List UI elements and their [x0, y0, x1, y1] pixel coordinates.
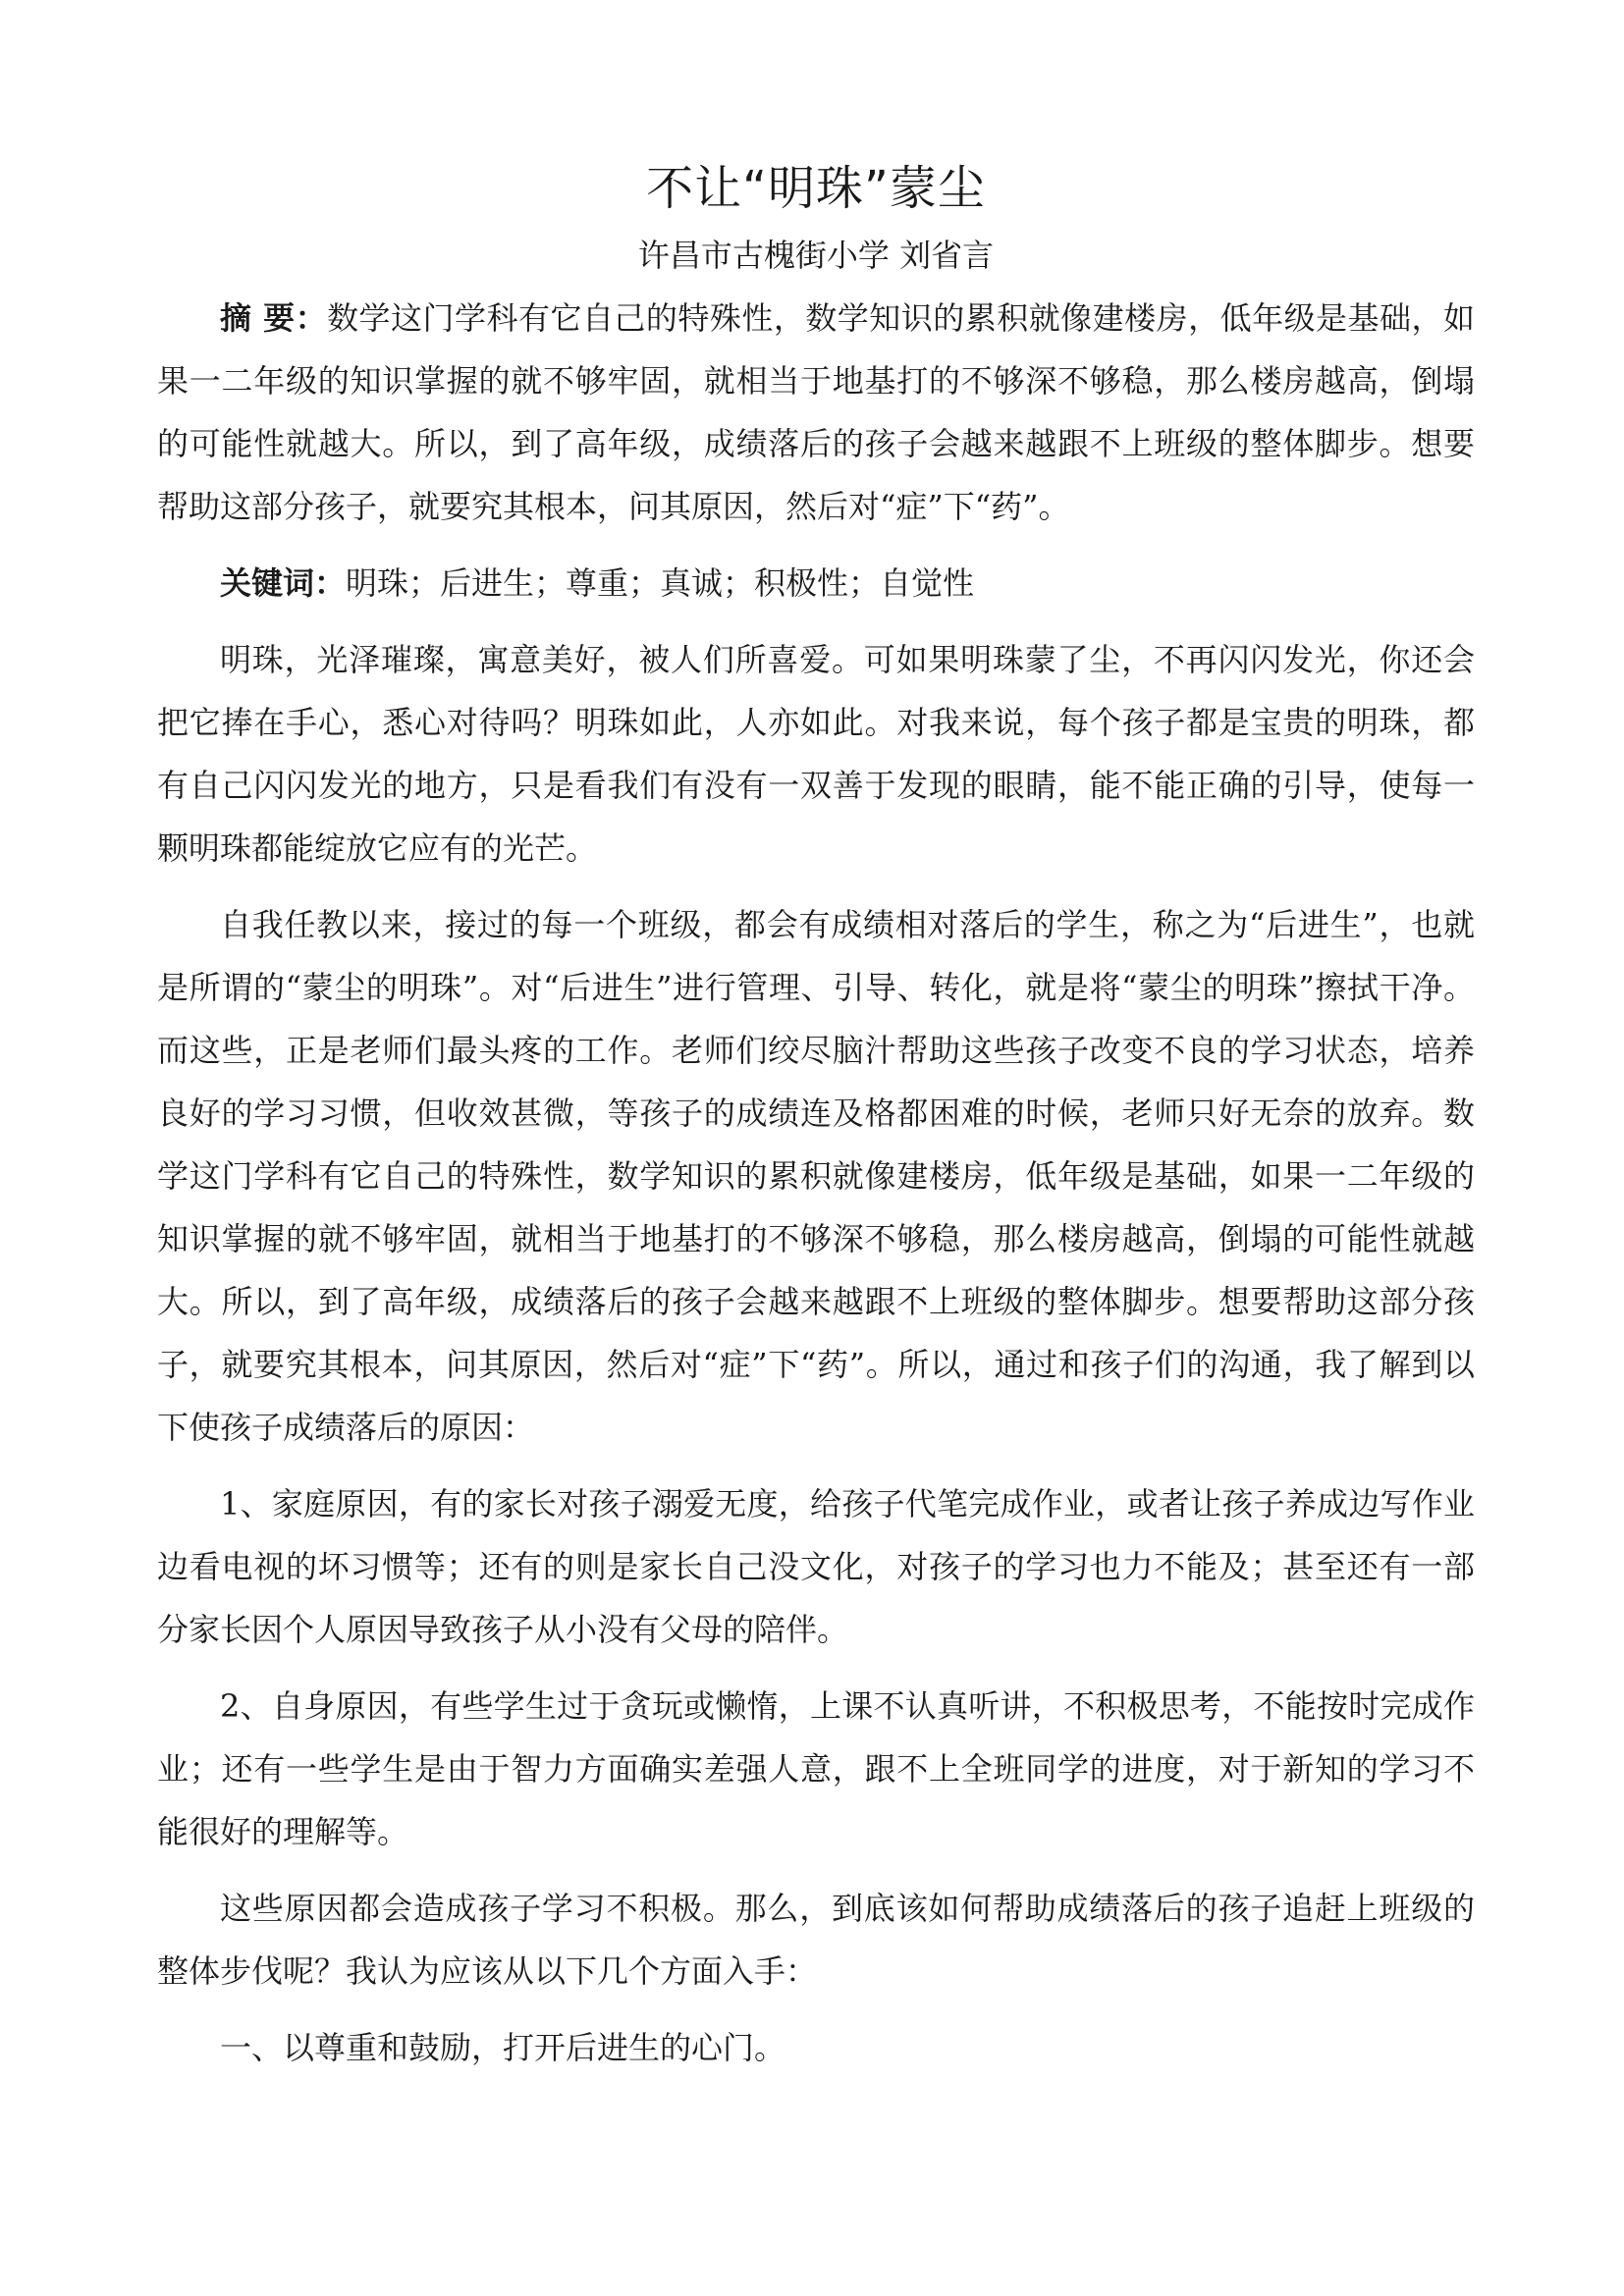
body-paragraph-transition: 这些原因都会造成孩子学习不积极。那么，到底该如何帮助成绩落后的孩子追赶上班级的整体步伐呢？我认为应该从以下几个方面入手：: [157, 1890, 1475, 1990]
keywords-paragraph: [157, 552, 1475, 614]
document-title: 不让“明珠”蒙尘: [646, 161, 986, 216]
document-page: [157, 147, 1475, 2079]
abstract-text: 数学这门学科有它自己的特殊性，数学知识的累积就像建楼房，低年级是基础，如果一二年级的知识掌握的就不够牢固，就相当于地基打的不够深不够稳，那么楼房越高，倒塌的可能性就越大。所以，到了高年级，成绩落后的孩子会越来越跟不上班级的整体脚步。想要帮助这部分孩子，就要究其根本，问其原因，然后对“症”下“药”。: [157, 299, 1475, 525]
abstract-label: 摘 要：: [220, 299, 328, 337]
keywords-label: 关键词：: [220, 564, 347, 602]
author-line: 许昌市古槐街小学 刘省言: [637, 237, 995, 274]
section-heading-one: 一、以尊重和鼓励，打开后进生的心门。: [220, 2029, 786, 2066]
body-paragraph-intro: 明珠，光泽璀璨，寓意美好，被人们所喜爱。可如果明珠蒙了尘，不再闪闪发光，你还会把它捧在手心，悉心对待吗？明珠如此，人亦如此。对我来说，每个孩子都是宝贵的明珠，都有自己闪闪发光的地方，只是看我们有没有一双善于发现的眼睛，能不能正确的引导，使每一颗明珠都能绽放它应有的光芒。: [157, 641, 1475, 867]
body-paragraph-background: 自我任教以来，接过的每一个班级，都会有成绩相对落后的学生，称之为“后进生”，也就是所谓的“蒙尘的明珠”。对“后进生”进行管理、引导、转化，就是将“蒙尘的明珠”擦拭干净。而这些，正是老师们最头疼的工作。老师们绞尽脑汁帮助这些孩子改变不良的学习状态，培养良好的学习习惯，但收效甚微，等孩子的成绩连及格都困难的时候，老师只好无奈的放弃。数学这门学科有它自己的特殊性，数学知识的累积就像建楼房，低年级是基础，如果一二年级的知识掌握的就不够牢固，就相当于地基打的不够深不够稳，那么楼房越高，倒塌的可能性就越大。所以，到了高年级，成绩落后的孩子会越来越跟不上班级的整体脚步。想要帮助这部分孩子，就要究其根本，问其原因，然后对“症”下“药”。所以，通过和孩子们的沟通，我了解到以下使孩子成绩落后的原因：: [157, 906, 1475, 1446]
body-paragraph-cause-family: 1、家庭原因，有的家长对孩子溺爱无度，给孩子代笔完成作业，或者让孩子养成边写作业边看电视的坏习惯等；还有的则是家长自己没文化，对孩子的学习也力不能及；甚至还有一部分家长因个人原因导致孩子从小没有父母的陪伴。: [157, 1485, 1475, 1648]
keywords-text: 明珠；后进生；尊重；真诚；积极性；自觉性: [346, 564, 975, 602]
body-paragraph-cause-self: 2、自身原因，有些学生过于贪玩或懒惰，上课不认真听讲，不积极思考，不能按时完成作业；还有一些学生是由于智力方面确实差强人意，跟不上全班同学的进度，对于新知的学习不能很好的理解等。: [157, 1687, 1475, 1850]
abstract-paragraph: [157, 287, 1475, 538]
